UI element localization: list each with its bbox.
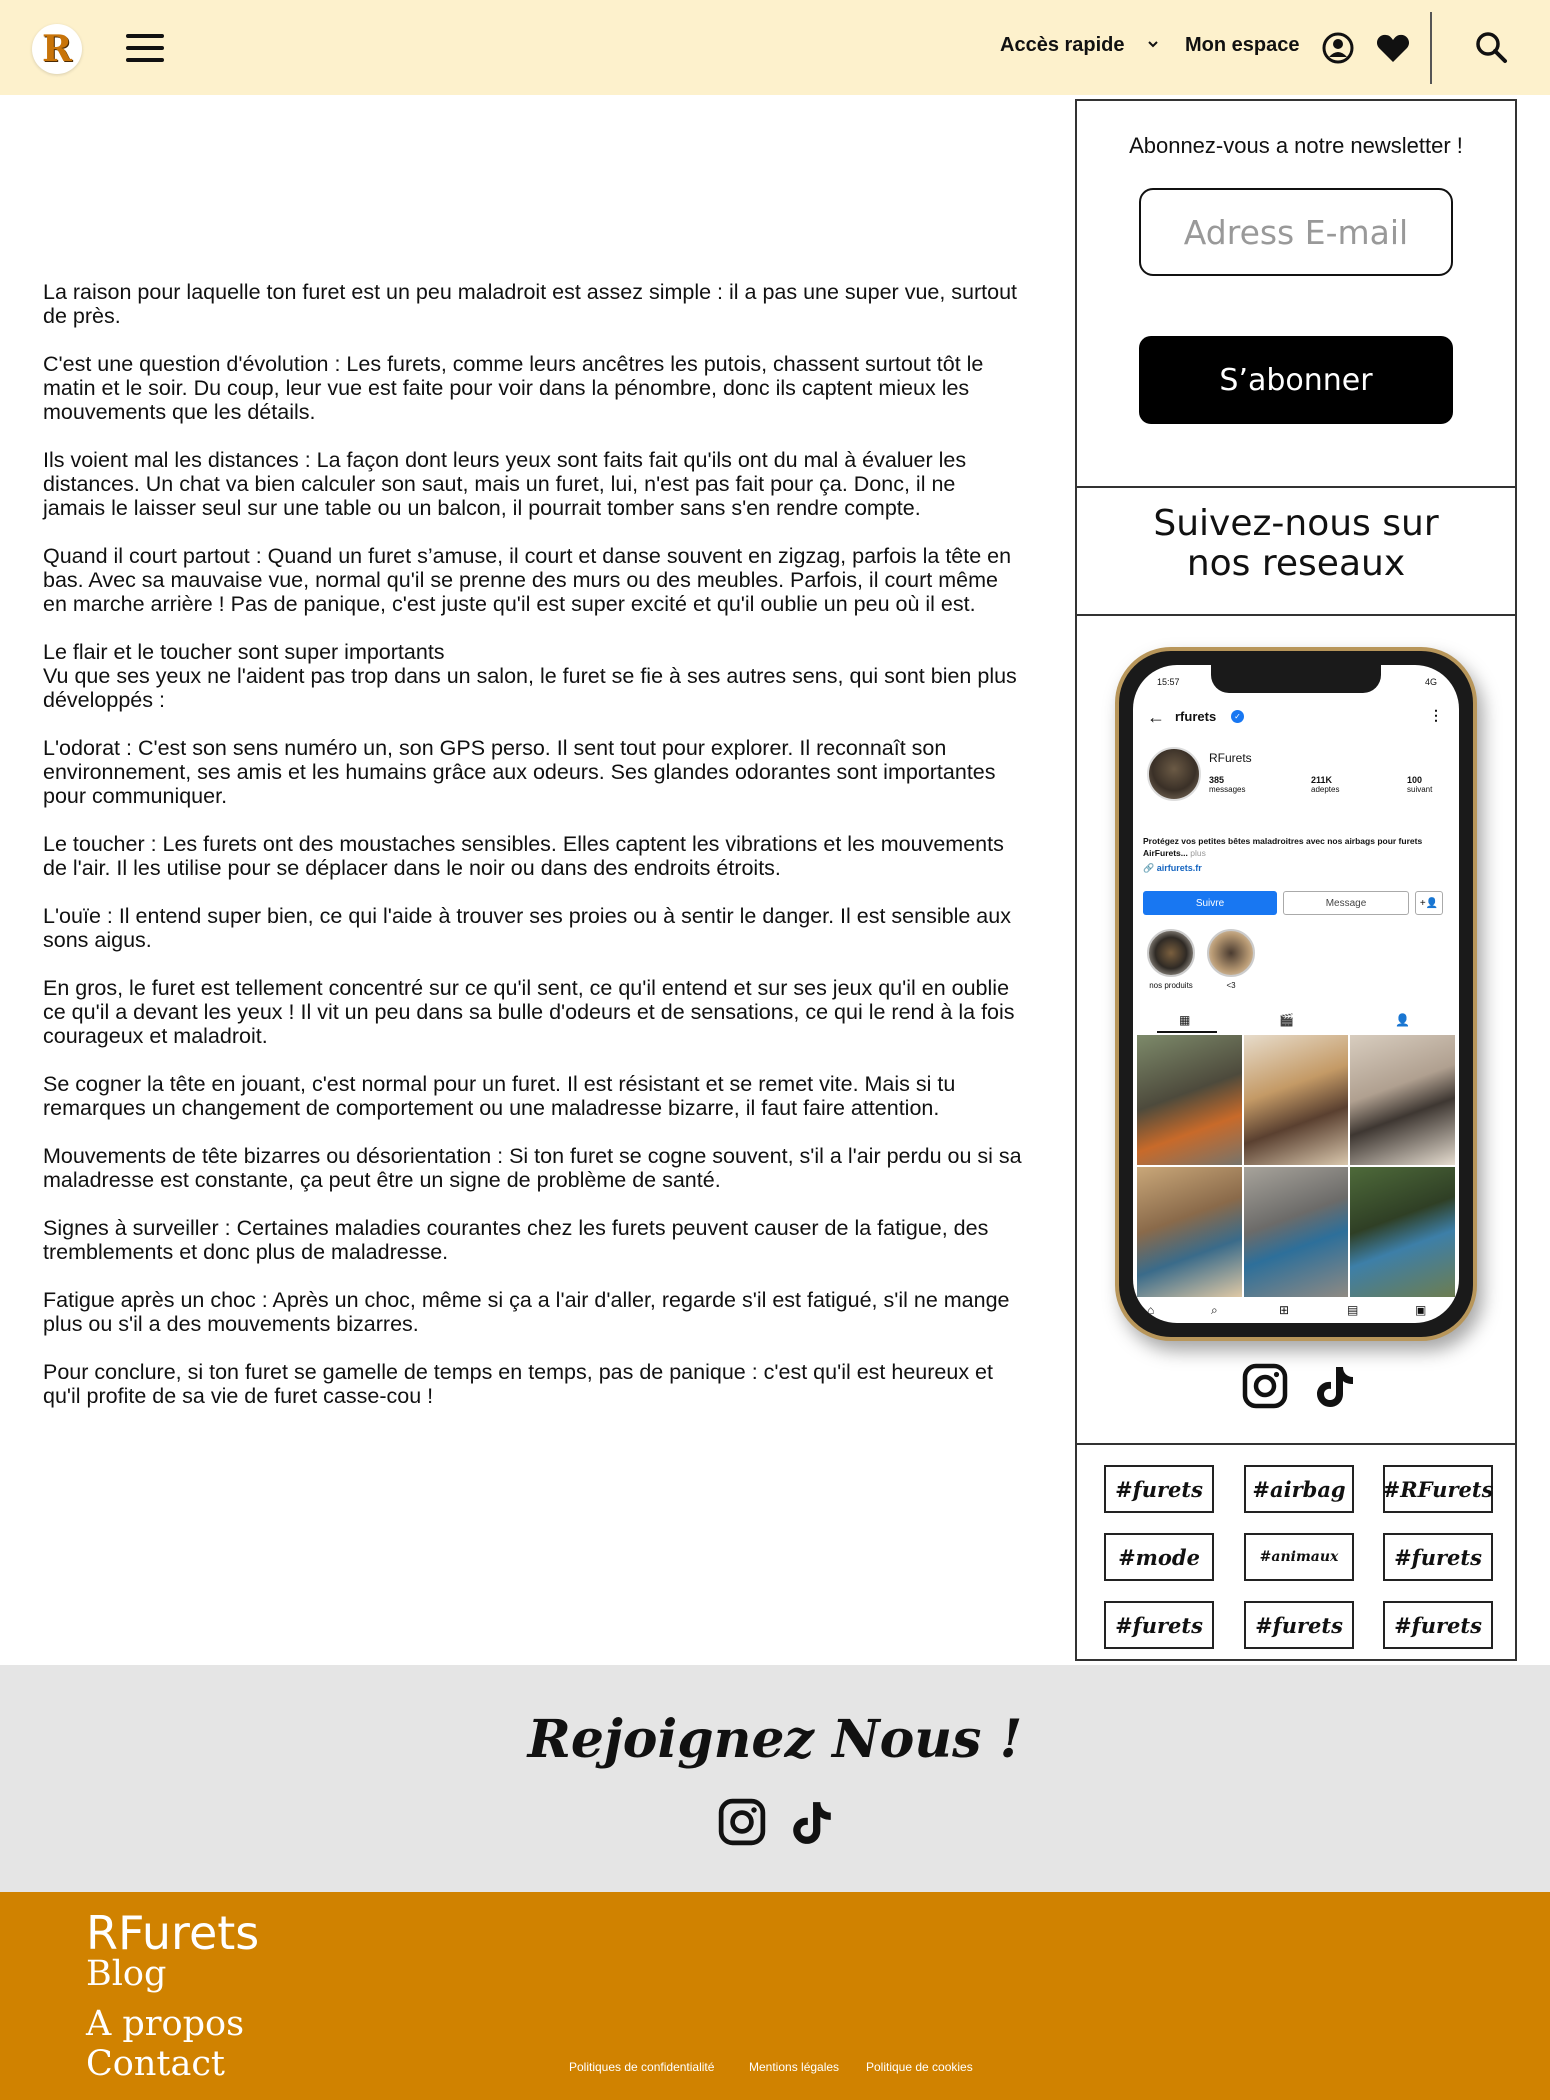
ig-post-image bbox=[1350, 1035, 1455, 1165]
ig-link-text: airfurets.fr bbox=[1156, 863, 1202, 873]
chevron-down-icon[interactable] bbox=[1146, 34, 1164, 54]
article-paragraph: Fatigue après un choc : Après un choc, même si ça a l'air d'aller, regarde s'il est fatigué, s'il ne mange plus ou s'il a des mouvements bizarres. bbox=[43, 1288, 1010, 1336]
ig-handle: rfurets bbox=[1175, 709, 1217, 724]
phone-time: 15:57 bbox=[1157, 677, 1180, 687]
ig-post-grid bbox=[1137, 1035, 1455, 1297]
ig-stat-value: 100 bbox=[1407, 775, 1423, 785]
ig-highlight-label: nos produits bbox=[1149, 981, 1193, 990]
hashtag[interactable]: #RFurets bbox=[1383, 1465, 1493, 1513]
ig-bio-more: plus bbox=[1190, 848, 1206, 858]
add-user-icon: +👤 bbox=[1415, 891, 1443, 915]
ig-website-link: 🔗 airfurets.fr bbox=[1143, 863, 1202, 873]
article-paragraph: Signes à surveiller : Certaines maladies courantes chez les furets peuvent causer de la fatigue, des tremblements et donc plus de maladresse. bbox=[43, 1216, 989, 1264]
ig-stat bbox=[1209, 775, 1245, 794]
phone-notch bbox=[1211, 665, 1381, 693]
tiktok-icon[interactable] bbox=[790, 1798, 834, 1846]
instagram-icon[interactable] bbox=[718, 1798, 766, 1846]
footer-link-contact[interactable]: Contact bbox=[86, 2044, 225, 2084]
hashtag[interactable]: #mode bbox=[1104, 1533, 1214, 1581]
article-paragraph: Quand il court partout : Quand un furet s’amuse, il court et danse souvent en zigzag, parfois la tête en bas. Avec sa mauvaise vue, normal qu'il se prenne des murs ou des meubles. Parfois, il court même en marche arrière ! Pas de panique, c'est juste qu'il est super excité et qu'il oublie un peu où il est. bbox=[43, 544, 1012, 616]
ig-stat-value: 385 bbox=[1209, 775, 1225, 785]
ig-stat-label: suivant bbox=[1407, 785, 1433, 794]
ig-stat-label: messages bbox=[1209, 785, 1246, 794]
site-logo[interactable] bbox=[32, 24, 82, 74]
article-body bbox=[43, 280, 1023, 1432]
hashtag[interactable]: #furets bbox=[1104, 1465, 1214, 1513]
reels-icon: ▤ bbox=[1347, 1303, 1359, 1317]
phone-screen bbox=[1133, 665, 1459, 1323]
add-post-icon: ⊞ bbox=[1279, 1303, 1290, 1317]
sidebar bbox=[1075, 99, 1517, 1661]
home-icon: ⌂ bbox=[1147, 1303, 1155, 1317]
instagram-icon[interactable] bbox=[1242, 1363, 1288, 1409]
grid-icon: ▦ bbox=[1179, 1013, 1191, 1027]
footer-legal-notice-link[interactable]: Mentions légales bbox=[749, 2060, 840, 2074]
profile-icon: ▣ bbox=[1415, 1303, 1427, 1317]
newsletter-title: Abonnez-vous a notre newsletter ! bbox=[1129, 133, 1463, 158]
follow-us-title: Suivez-nous sur nos reseaux bbox=[1153, 503, 1439, 584]
hamburger-menu-icon[interactable] bbox=[126, 34, 164, 62]
tiktok-icon[interactable] bbox=[1314, 1363, 1356, 1409]
hashtag[interactable]: #furets bbox=[1104, 1601, 1214, 1649]
article-paragraph: En gros, le furet est tellement concentré sur ce qu'il sent, ce qu'il entend et sur ses jeux qu'il en oublie ce qu'il a devant les yeux ! Il vit un peu dans sa bulle d'odeurs et de sensations, ce qui le rend à la fois courageux et maladroit. bbox=[43, 976, 1015, 1048]
ig-message-button: Message bbox=[1283, 891, 1409, 915]
search-icon: ⌕ bbox=[1211, 1303, 1218, 1317]
logo-letter: R bbox=[42, 28, 72, 70]
email-input[interactable] bbox=[1139, 188, 1453, 276]
ig-post-image bbox=[1137, 1035, 1242, 1165]
ig-avatar bbox=[1147, 747, 1201, 801]
article-paragraph: Le flair et le toucher sont super importants Vu que ses yeux ne l'aident pas trop dans un salon, le furet se fie à ses autres sens, qui sont bien plus développés : bbox=[43, 640, 1017, 712]
subscribe-button[interactable]: S’abonner bbox=[1139, 336, 1453, 424]
article-paragraph: C'est une question d'évolution : Les furets, comme leurs ancêtres les putois, chassent surtout tôt le matin et le soir. Du coup, leur vue est faite pour voir dans la pénombre, donc ils captent mieux les mouvements que les détails. bbox=[43, 352, 984, 424]
ig-tabs bbox=[1133, 1011, 1459, 1033]
heart-icon[interactable] bbox=[1376, 32, 1410, 64]
newsletter-box bbox=[1077, 101, 1515, 488]
ig-highlight-image bbox=[1147, 929, 1195, 977]
article-paragraph: Mouvements de tête bizarres ou désorientation : Si ton furet se cogne souvent, s'il a l'air perdu ou si sa maladresse est constante, ça peut être un signe de problème de santé. bbox=[43, 1144, 1022, 1192]
site-header bbox=[0, 0, 1550, 95]
back-arrow-icon: ← bbox=[1147, 707, 1165, 727]
article-paragraph: Se cogner la tête en jouant, c'est normal pour un furet. Il est résistant et se remet vite. Mais si tu remarques un changement de comportement ou une maladresse bizarre, il faut faire attention. bbox=[43, 1072, 956, 1120]
hashtag[interactable]: #airbag bbox=[1244, 1465, 1354, 1513]
ig-highlight bbox=[1143, 929, 1199, 990]
ig-post-image bbox=[1137, 1167, 1242, 1297]
hashtag[interactable]: #furets bbox=[1244, 1601, 1354, 1649]
footer-privacy-link[interactable]: Politiques de confidentialité bbox=[569, 2060, 715, 2074]
join-us-title: Rejoignez Nous ! bbox=[527, 1709, 1023, 1770]
ig-stat-value: 211K bbox=[1311, 775, 1333, 785]
ig-follow-button: Suivre bbox=[1143, 891, 1277, 915]
ig-post-image bbox=[1350, 1167, 1455, 1297]
footer-brand: RFurets bbox=[86, 1906, 260, 1960]
phone-signal: 4G bbox=[1424, 677, 1437, 687]
ig-highlight-label: <3 bbox=[1226, 981, 1236, 990]
article-paragraph: Pour conclure, si ton furet se gamelle de temps en temps, pas de panique : c'est qu'il est heureux et qu'il profite de sa vie de furet casse-cou ! bbox=[43, 1360, 993, 1408]
ig-post-image bbox=[1244, 1167, 1349, 1297]
article-paragraph: L'odorat : C'est son sens numéro un, son GPS perso. Il sent tout pour explorer. Il reconnaît son environnement, ses amis et les humains grâce aux odeurs. Ses glandes odorantes sont importantes pour communiquer. bbox=[43, 736, 996, 808]
user-account-icon[interactable] bbox=[1322, 32, 1354, 64]
instagram-phone-mockup bbox=[1115, 647, 1477, 1341]
join-us-section bbox=[0, 1665, 1550, 1892]
more-options-icon: ⋮ bbox=[1429, 707, 1443, 723]
ig-highlight-image bbox=[1207, 929, 1255, 977]
hashtag[interactable]: #animaux bbox=[1244, 1533, 1354, 1581]
ig-bio bbox=[1143, 835, 1443, 859]
ig-bottom-nav bbox=[1133, 1301, 1459, 1323]
article-paragraph: La raison pour laquelle ton furet est un peu maladroit est assez simple : il a pas une super vue, surtout de près. bbox=[43, 280, 1018, 328]
article-paragraph: Ils voient mal les distances : La façon dont leurs yeux sont faits fait qu'ils ont du mal à évaluer les distances. Un chat va bien calculer son saut, mais un furet, lui, n'est pas fait pour ça. Donc, il ne jamais le laisser seul sur une table ou un balcon, il pourrait tomber sans s'en rendre compte. bbox=[43, 448, 967, 520]
hashtag[interactable]: #furets bbox=[1383, 1533, 1493, 1581]
hashtags-box bbox=[1077, 1443, 1515, 1661]
header-divider bbox=[1430, 12, 1432, 84]
ig-bio-text: Protégez vos petites bêtes maladroitres avec nos airbags pour furets AirFurets... bbox=[1143, 836, 1423, 858]
ig-profile-name: RFurets bbox=[1209, 751, 1252, 765]
active-tab-indicator bbox=[1157, 1031, 1217, 1033]
tagged-icon: 👤 bbox=[1395, 1013, 1410, 1027]
search-icon[interactable] bbox=[1474, 30, 1508, 64]
nav-quick-access[interactable]: Accès rapide bbox=[1000, 34, 1125, 56]
ig-stat bbox=[1407, 775, 1432, 794]
footer-link-blog[interactable]: Blog bbox=[86, 1954, 167, 1994]
ig-highlight bbox=[1203, 929, 1259, 990]
article-paragraph: L'ouïe : Il entend super bien, ce qui l'aide à trouver ses proies ou à sentir le danger. Il est sensible aux sons aigus. bbox=[43, 904, 1011, 952]
ig-stat-label: adeptes bbox=[1311, 785, 1340, 794]
ig-stat bbox=[1311, 775, 1339, 794]
footer-link-about[interactable]: A propos bbox=[86, 2004, 245, 2044]
hashtag[interactable]: #furets bbox=[1383, 1601, 1493, 1649]
follow-us-box bbox=[1077, 490, 1515, 616]
site-footer bbox=[0, 1892, 1550, 2100]
nav-my-space[interactable]: Mon espace bbox=[1185, 34, 1300, 56]
footer-cookies-link[interactable]: Politique de cookies bbox=[866, 2060, 973, 2074]
ig-post-image bbox=[1244, 1035, 1349, 1165]
reels-icon: 🎬 bbox=[1279, 1013, 1294, 1027]
verified-badge-icon: ✓ bbox=[1231, 710, 1244, 723]
article-paragraph: Le toucher : Les furets ont des moustaches sensibles. Elles captent les vibrations et les mouvements de l'air. Il les utilise pour se déplacer dans le noir ou dans des endroits étroits. bbox=[43, 832, 1004, 880]
